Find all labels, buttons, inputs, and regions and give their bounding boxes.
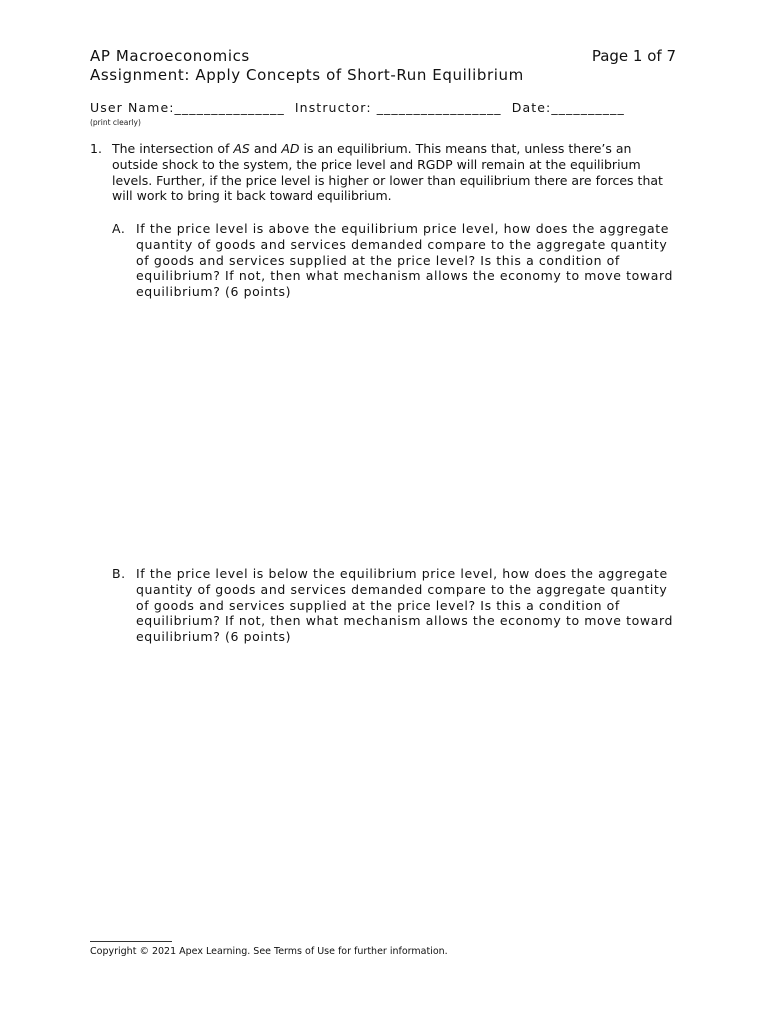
question-1b [112, 566, 677, 645]
term-as: AS [233, 141, 250, 156]
user-name-field: User Name:_______________ [90, 100, 285, 115]
course-title: AP Macroeconomics [90, 47, 250, 65]
print-clearly-note: (print clearly) [90, 118, 141, 127]
date-field: Date:__________ [511, 100, 625, 115]
term-ad: AD [281, 141, 300, 156]
page-indicator: Page 1 of 7 [591, 47, 676, 65]
question-text-segment: The intersection of [112, 141, 234, 156]
copyright-footer: Copyright © 2021 Apex Learning. See Terms of Use for further information. [90, 946, 448, 957]
part-label: B. [112, 566, 126, 581]
footer-divider [90, 941, 172, 942]
question-text-segment: is an equilibrium. This means that, unless there’s an outside shock to the system, the price level and RGDP will remain at the equilibrium levels. Further, if the price level is higher or lower than equilibrium there are forces that will work to bring it back toward equilibrium. [112, 141, 663, 204]
question-1a [112, 221, 677, 300]
part-b-text: If the price level is below the equilibrium price level, how does the aggregate quantity of goods and services demanded compare to the aggregate quantity of goods and services supplied at the price level? Is this a condition of equilibrium? If not, then what mechanism allows the economy to move toward equilibrium? (6 points) [136, 566, 674, 645]
question-text-segment: and [249, 141, 282, 156]
part-a-text: If the price level is above the equilibrium price level, how does the aggregate quantity of goods and services demanded compare to the aggregate quantity of goods and services supplied at the price level? Is this a condition of equilibrium? If not, then what mechanism allows the economy to move toward equilibrium? (6 points) [136, 221, 674, 300]
assignment-title: Assignment: Apply Concepts of Short-Run Equilibrium [90, 66, 524, 84]
user-info-line [90, 100, 625, 115]
question-1-text [112, 141, 680, 204]
question-1 [90, 141, 680, 204]
part-label: A. [112, 221, 126, 236]
instructor-field: Instructor: _________________ [294, 100, 502, 115]
question-number: 1. [90, 141, 102, 156]
